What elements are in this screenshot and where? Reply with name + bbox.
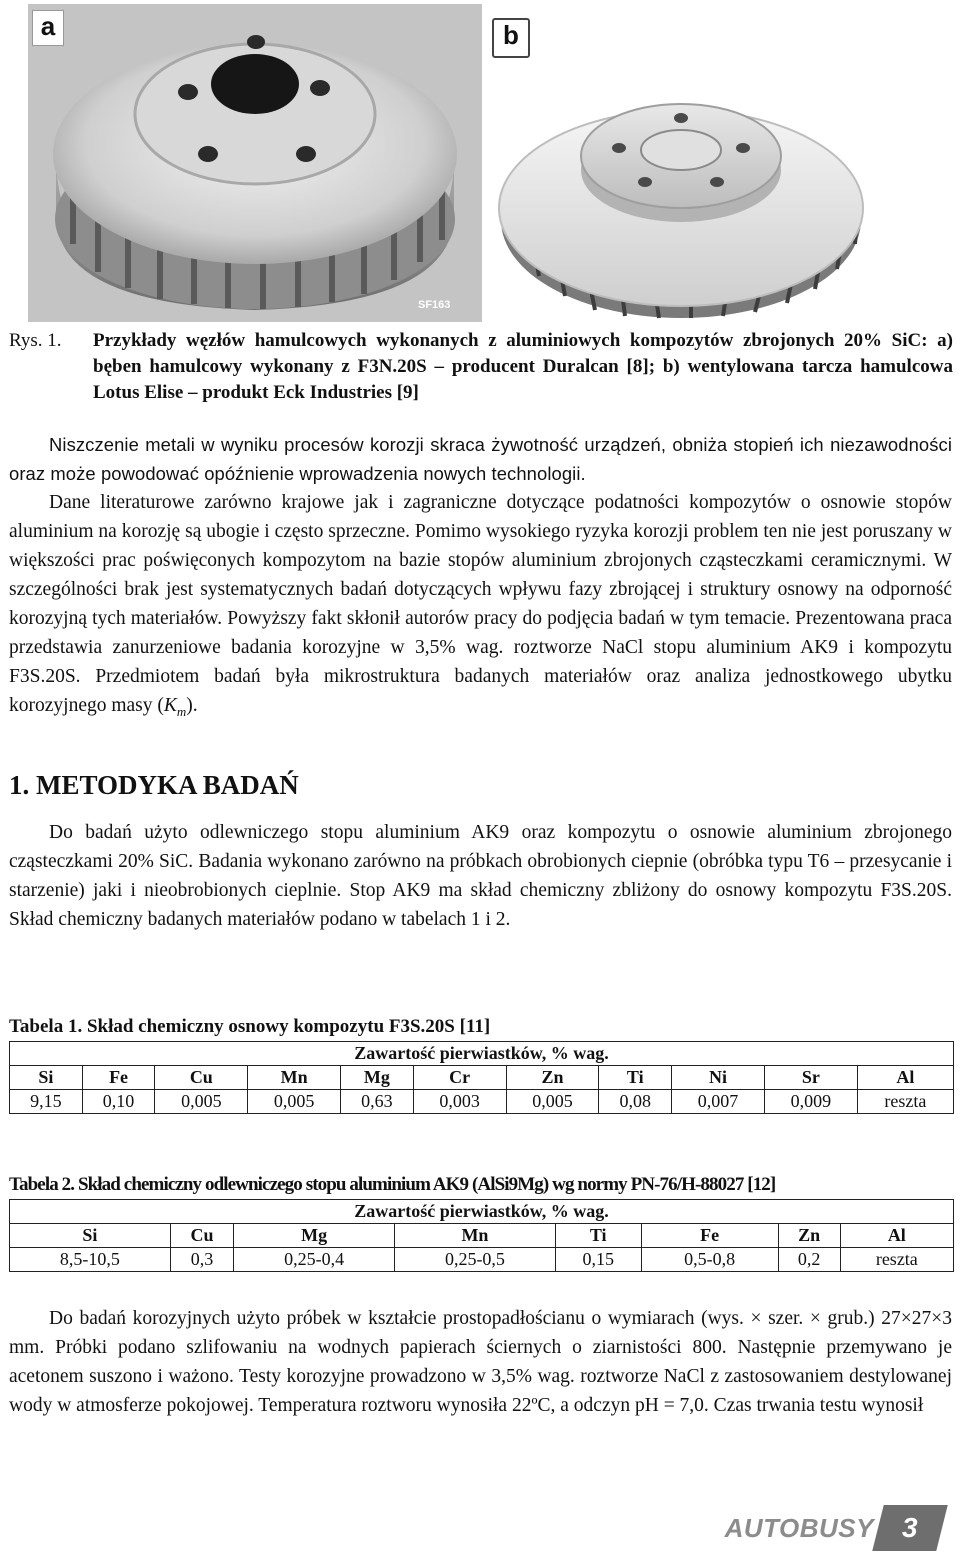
table-1-group-header: Zawartość pierwiastków, % wag. [10,1042,954,1066]
table-cell: 0,5-0,8 [641,1248,778,1272]
table-cell: Mg [234,1224,395,1248]
table-cell: Fe [82,1066,155,1090]
mass-loss-symbol: K [163,695,177,716]
ventilated-brake-disc-photo [495,70,915,320]
table-cell: Cu [155,1066,248,1090]
table-cell: Ni [672,1066,765,1090]
table-2 [9,1199,954,1272]
table-cell: Al [840,1224,953,1248]
table-cell: 0,005 [155,1090,248,1114]
intro-paragraph-1: Niszczenie metali w wyniku procesów korozji skraca żywotność urządzeń, obniża stopień ich niezawodności oraz może powodować opóźnienie wprowadzenia nowych technologii. [9,434,952,484]
table-cell: 0,009 [764,1090,857,1114]
methods-paragraph-2: Do badań korozyjnych użyto próbek w kształcie prostopadłościanu o wymiarach (wys. × szer. × grub.) 27×27×3 mm. Próbki podano szlifowaniu na wodnych papierach ściernych o ziarnistości 800. Następnie przemywano je acetonem suszono i ważono. Testy korozyjne prowadzono w 3,5% wag. roztworze NaCl z zastosowaniem destylowanej wody w atmosferze pokojowej. Temperatura roztworu wynosiła 22ºC, a odczyn pH = 7,0. Czas trwania testu wynosił [9,1308,952,1416]
table-cell: 0,15 [555,1248,641,1272]
table-2-value-row [10,1248,954,1272]
table-1-value-row [10,1090,954,1114]
table-cell: Zn [778,1224,840,1248]
table-cell: Al [857,1066,953,1090]
photo-tag: SF163 [418,299,451,311]
table-2-header-row [10,1224,954,1248]
table-cell: 0,003 [413,1090,506,1114]
table-cell: Zn [506,1066,599,1090]
figure-caption-text: Przykłady węzłów hamulcowych wykonanych z aluminiowych kompozytów zbrojonych 20% SiC: a) bęben hamulcowy wykonany z F3N.20S – producent Duralcan [8]; b) wentylowana tarcza hamulcowa Lotus Elise – produkt Eck Industries [9] [93,330,953,403]
table-cell: 0,2 [778,1248,840,1272]
table-cell: 0,10 [82,1090,155,1114]
figure-label-a: a [32,10,64,46]
table-cell: 0,005 [248,1090,341,1114]
table-1-caption: Tabela 1. Skład chemiczny osnowy kompozytu F3S.20S [11] [9,1016,491,1037]
intro-paragraph-2-text: Dane literaturowe zarówno krajowe jak i zagraniczne dotyczące podatności kompozytów o osnowie stopów aluminium na korozję są ubogie i często sprzeczne. Pomimo wysokiego ryzyka korozji problem ten nie jest poruszany w większości prac poświęconych kompozytom na bazie stopów aluminium zbrojonych cząsteczkami ceramicznymi. W szczególności brak jest systematycznych badań dotyczących wpływu fazy zbrojącej i struktury osnowy na odporność korozyjną tych materiałów. Powyższy fakt skłonił autorów pracy do podjęcia badań w tym temacie. Prezentowana praca przedstawia zanurzeniowe badania korozyjne w 3,5% wag. roztworze NaCl stopu aluminium AK9 i kompozytu F3S.20S. Przedmiotem badań była mikrostruktura badanych materiałów oraz analiza jednostkowego ubytku korozyjnego masy ( [9,492,952,716]
table-cell: Ti [555,1224,641,1248]
table-cell: Cu [170,1224,233,1248]
table-cell: Si [10,1224,171,1248]
table-cell: Fe [641,1224,778,1248]
table-1-header-row [10,1066,954,1090]
brake-drum-photo [28,4,482,322]
journal-name: AUTOBUSY [724,1512,874,1543]
table-cell: 0,3 [170,1248,233,1272]
page-number-badge [872,1505,947,1551]
figure-1 [0,0,960,325]
mass-loss-subscript: m [176,703,187,719]
table-cell: Ti [599,1066,672,1090]
table-cell: 0,005 [506,1090,599,1114]
intro-paragraph-2 [9,488,952,726]
table-cell: 0,25-0,5 [395,1248,556,1272]
table-2-caption: Tabela 2. Skład chemiczny odlewniczego stopu aluminium AK9 (AlSi9Mg) wg normy PN-76/H-88027 [12] [9,1174,776,1195]
table-cell: Mn [395,1224,556,1248]
table-cell: 0,25-0,4 [234,1248,395,1272]
figure-caption-label: Rys. 1. [9,330,62,351]
table-cell: 0,007 [672,1090,765,1114]
table-cell: Mg [341,1066,414,1090]
table-cell: 8,5-10,5 [10,1248,171,1272]
intro-paragraph-2-end: ). [186,695,198,716]
section-heading: 1. METODYKA BADAŃ [9,770,299,800]
table-cell: 0,63 [341,1090,414,1114]
table-cell: 9,15 [10,1090,83,1114]
page-number: 3 [902,1512,918,1543]
table-cell: Sr [764,1066,857,1090]
table-cell: reszta [840,1248,953,1272]
table-cell: Mn [248,1066,341,1090]
table-2-group-header: Zawartość pierwiastków, % wag. [10,1200,954,1224]
table-cell: reszta [857,1090,953,1114]
table-1 [9,1041,954,1114]
journal-logo [725,1500,942,1556]
table-cell: Cr [413,1066,506,1090]
table-cell: 0,08 [599,1090,672,1114]
figure-label-b: b [492,18,530,58]
methods-paragraph-1: Do badań użyto odlewniczego stopu aluminium AK9 oraz kompozytu o osnowie aluminium zbrojonego cząsteczkami 20% SiC. Badania wykonano zarówno na próbkach obrobionych ciepnie (obróbka typu T6 – przesycanie i starzenie) jaki i nieobrobionych cieplnie. Stop AK9 ma skład chemiczny zbliżony do osnowy kompozytu F3S.20S. Skład chemiczny badanych materiałów podano w tabelach 1 i 2. [9,822,952,930]
table-cell: Si [10,1066,83,1090]
